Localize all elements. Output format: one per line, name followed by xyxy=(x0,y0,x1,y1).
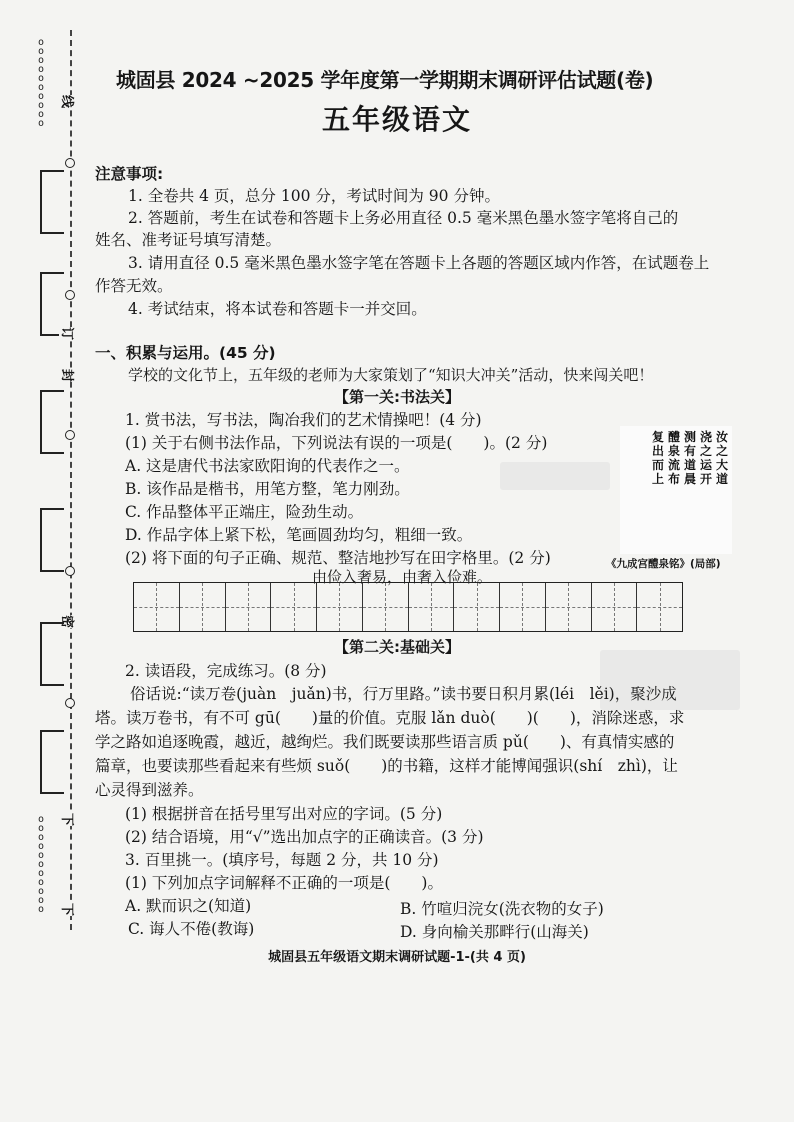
question-1: 1. 赏书法，写书法，陶冶我们的艺术情操吧！(4 分) xyxy=(125,411,482,429)
notice-heading: 注意事项: xyxy=(95,165,164,183)
option-c: C. 作品整体平正端庄，险劲生动。 xyxy=(125,503,364,521)
calligraphy-char: 有 xyxy=(684,444,697,458)
calligraphy-char: 泉 xyxy=(668,444,681,458)
margin-dot xyxy=(65,290,75,300)
margin-circles: o o o o o o o o o o xyxy=(38,37,45,129)
grid-cell[interactable] xyxy=(180,583,226,631)
option-c: C. 诲人不倦(教诲) xyxy=(128,920,255,938)
margin-char-mi: 密 xyxy=(59,615,78,628)
calligraphy-char: 布 xyxy=(668,472,681,486)
passage-line: 俗话说:“读万卷(juàn juǎn)书，行万里路。”读书要日积月累(léi lěi)，聚沙成 xyxy=(130,685,677,703)
copy-sentence: 由俭入奢易，由奢入俭难。 xyxy=(312,568,493,586)
calligraphy-caption: 《九成宫醴泉铭》(局部) xyxy=(606,558,721,570)
notice-line: 4. 考试结束，将本试卷和答题卡一并交回。 xyxy=(128,300,427,318)
grid-cell[interactable] xyxy=(271,583,317,631)
binding-margin xyxy=(0,30,92,950)
section-intro: 学校的文化节上，五年级的老师为大家策划了“知识大冲关”活动，快来闯关吧！ xyxy=(128,366,654,384)
question-3: 3. 百里挑一。(填序号，每题 2 分，共 10 分) xyxy=(125,851,439,869)
calligraphy-char: 上 xyxy=(652,472,665,486)
margin-char-xia: 下 xyxy=(59,813,78,826)
section-heading: 一、积累与运用。(45 分) xyxy=(95,344,276,362)
passage-line: 篇章，也要读那些看起来有些烦 suǒ( )的书籍，这样才能博闻强识(shí zhì)，让 xyxy=(95,757,678,775)
calligraphy-column xyxy=(684,430,697,550)
option-b: B. 该作品是楷书，用笔方整，笔力刚劲。 xyxy=(125,480,410,498)
exam-title: 城固县 2024 ~2025 学年度第一学期期末调研评估试题(卷) xyxy=(116,68,654,92)
calligraphy-char: 晨 xyxy=(684,472,697,486)
option-a: A. 默而识之(知道) xyxy=(125,897,252,915)
calligraphy-char: 出 xyxy=(652,444,665,458)
calligraphy-char: 道 xyxy=(684,458,697,472)
grid-cell[interactable] xyxy=(500,583,546,631)
margin-char-xia-2: 下 xyxy=(59,903,78,916)
calligraphy-char: 浇 xyxy=(700,430,713,444)
grid-cell[interactable] xyxy=(592,583,638,631)
notice-line: 1. 全卷共 4 页，总分 100 分，考试时间为 90 分钟。 xyxy=(128,187,500,205)
margin-circles: o o o o o o o o o o o xyxy=(38,814,45,915)
margin-char-feng: 封 xyxy=(59,369,78,382)
option-b: B. 竹喧归浣女(洗衣物的女子) xyxy=(400,900,604,918)
option-d: D. 作品字体上紧下松，笔画圆劲均匀，粗细一致。 xyxy=(125,526,473,544)
margin-bracket xyxy=(40,508,64,572)
calligraphy-char: 之 xyxy=(700,444,713,458)
calligraphy-char: 道 xyxy=(716,472,729,486)
stage-title-calligraphy: 【第一关:书法关】 xyxy=(334,388,460,406)
calligraphy-char: 汝 xyxy=(716,430,729,444)
question-2-2: (2) 结合语境，用“√”选出加点字的正确读音。(3 分) xyxy=(125,828,484,846)
option-a: A. 这是唐代书法家欧阳询的代表作之一。 xyxy=(125,457,410,475)
calligraphy-image xyxy=(620,426,732,554)
passage-line: 塔。读万卷书，有不可 gū( )量的价值。克服 lǎn duò( )( )，消除迷惑，求 xyxy=(95,709,685,727)
calligraphy-char: 流 xyxy=(668,458,681,472)
grid-cell[interactable] xyxy=(546,583,592,631)
margin-bracket xyxy=(40,170,64,234)
calligraphy-char: 大 xyxy=(716,458,729,472)
margin-char-xian: 线 xyxy=(59,95,78,108)
grid-cell[interactable] xyxy=(363,583,409,631)
bleed-through xyxy=(500,462,610,490)
grid-cell[interactable] xyxy=(317,583,363,631)
notice-line: 2. 答题前，考生在试卷和答题卡上务必用直径 0.5 毫米黑色墨水签字笔将自己的 xyxy=(128,209,679,227)
question-1-1: (1) 关于右侧书法作品，下列说法有误的一项是( )。(2 分) xyxy=(125,434,548,452)
calligraphy-column xyxy=(700,430,713,550)
calligraphy-char: 开 xyxy=(700,472,713,486)
passage-line: 学之路如追逐晚霞，越近，越绚烂。我们既要读那些语言质 pǔ( )、有真情实感的 xyxy=(95,733,675,751)
margin-bracket xyxy=(40,730,64,794)
option-d: D. 身向榆关那畔行(山海关) xyxy=(400,923,589,941)
grid-cell[interactable] xyxy=(454,583,500,631)
question-2-1: (1) 根据拼音在括号里写出对应的字词。(5 分) xyxy=(125,805,443,823)
passage-line: 心灵得到滋养。 xyxy=(95,781,204,799)
grid-cell[interactable] xyxy=(409,583,455,631)
calligraphy-char: 复 xyxy=(652,430,665,444)
calligraphy-char: 醴 xyxy=(668,430,681,444)
grid-cell[interactable] xyxy=(226,583,272,631)
stage-title-basics: 【第二关:基础关】 xyxy=(334,638,460,656)
margin-dot xyxy=(65,698,75,708)
notice-line: 姓名、准考证号填写清楚。 xyxy=(95,231,282,249)
calligraphy-column xyxy=(652,430,665,550)
notice-line: 作答无效。 xyxy=(95,277,173,295)
margin-dot xyxy=(65,158,75,168)
bleed-through xyxy=(600,650,740,710)
question-2: 2. 读语段，完成练习。(8 分) xyxy=(125,662,327,680)
notice-line: 3. 请用直径 0.5 毫米黑色墨水签字笔在答题卡上各题的答题区域内作答，在试题卷上 xyxy=(128,254,710,272)
grid-cell[interactable] xyxy=(637,583,682,631)
page-footer: 城固县五年级语文期末调研试题-1-(共 4 页) xyxy=(268,950,526,965)
margin-dot xyxy=(65,430,75,440)
calligraphy-column xyxy=(668,430,681,550)
question-1-2: (2) 将下面的句子正确、规范、整洁地抄写在田字格里。(2 分) xyxy=(125,549,551,567)
calligraphy-column xyxy=(716,430,729,550)
exam-subject: 五年级语文 xyxy=(321,103,472,136)
writing-grid[interactable] xyxy=(133,582,683,632)
calligraphy-char: 之 xyxy=(716,444,729,458)
calligraphy-char: 测 xyxy=(684,430,697,444)
calligraphy-char: 运 xyxy=(700,458,713,472)
calligraphy-char: 而 xyxy=(652,458,665,472)
grid-cell[interactable] xyxy=(134,583,180,631)
margin-dot xyxy=(65,566,75,576)
margin-char-ding: 订 xyxy=(59,327,78,340)
question-3-1: (1) 下列加点字词解释不正确的一项是( )。 xyxy=(125,874,443,892)
